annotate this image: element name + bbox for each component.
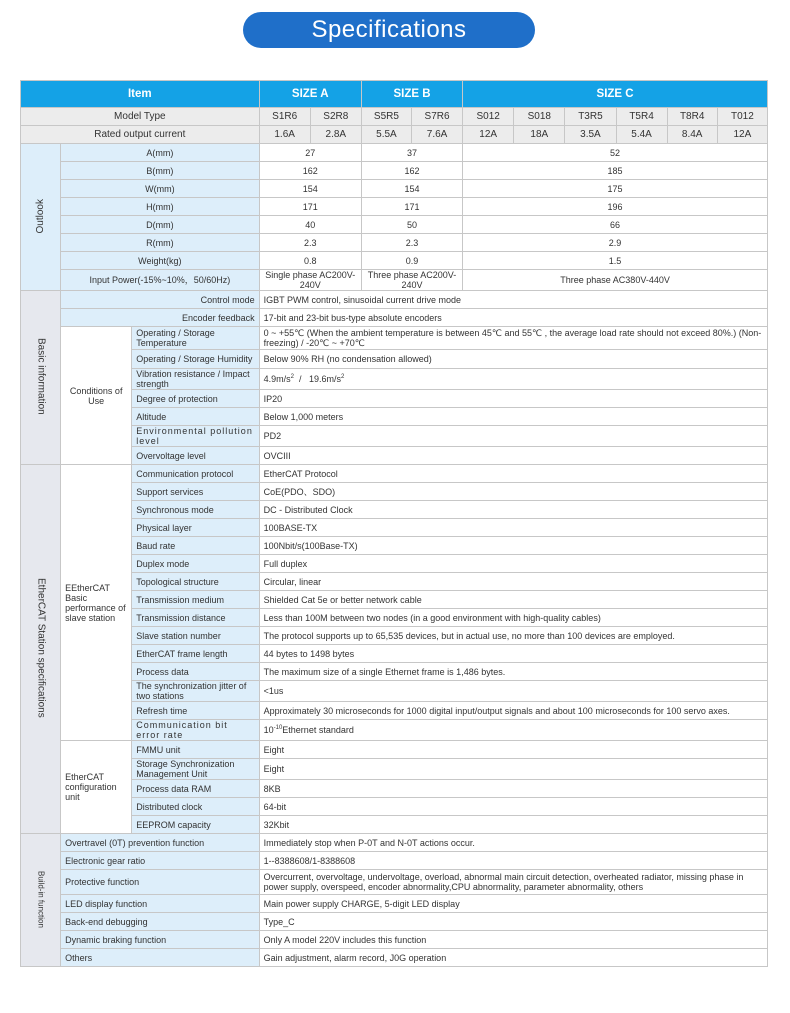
model-cell: T3R5 xyxy=(565,108,616,126)
model-cell: S012 xyxy=(463,108,514,126)
builtin-value: Only A model 220V includes this function xyxy=(259,931,767,949)
ethercat-label: Transmission medium xyxy=(132,591,259,609)
ethercat-value: Shielded Cat 5e or better network cable xyxy=(259,591,767,609)
header-item: Item xyxy=(21,81,260,108)
ethercat-label: Communication bit error rate xyxy=(132,720,259,741)
outlook-b: 154 xyxy=(361,180,462,198)
ethercat-value: Eight xyxy=(259,759,767,780)
ethercat-value: Circular, linear xyxy=(259,573,767,591)
basic-value: 17-bit and 23-bit bus-type absolute encoders xyxy=(259,309,767,327)
builtin-label: Protective function xyxy=(61,870,260,895)
basic-section: Basic information xyxy=(21,291,61,465)
ethercat-row xyxy=(21,816,768,834)
condition-label: Operating / Storage Humidity xyxy=(132,350,259,369)
ethercat-row xyxy=(21,720,768,741)
ethercat-label: Process data xyxy=(132,663,259,681)
outlook-a: 154 xyxy=(259,180,361,198)
current-cell: 18A xyxy=(514,126,565,144)
ethercat-label: The synchronization jitter of two stations xyxy=(132,681,259,702)
outlook-a: 40 xyxy=(259,216,361,234)
ethercat-row xyxy=(21,501,768,519)
outlook-row xyxy=(21,162,768,180)
ethercat-value: 32Kbit xyxy=(259,816,767,834)
ethercat-config-group: EtherCAT configuration unit xyxy=(61,741,132,834)
builtin-label: LED display function xyxy=(61,895,260,913)
basic-row xyxy=(21,309,768,327)
outlook-row xyxy=(21,198,768,216)
ethercat-row xyxy=(21,663,768,681)
builtin-row xyxy=(21,834,768,852)
condition-value: Below 1,000 meters xyxy=(259,408,767,426)
outlook-c: 196 xyxy=(463,198,768,216)
page-title: Specifications xyxy=(243,12,535,48)
outlook-label: D(mm) xyxy=(61,216,260,234)
ethercat-label: EEPROM capacity xyxy=(132,816,259,834)
header-row xyxy=(21,81,768,108)
ethercat-label: Process data RAM xyxy=(132,780,259,798)
current-cell: 12A xyxy=(463,126,514,144)
ethercat-row xyxy=(21,741,768,759)
builtin-section: Build-in function xyxy=(21,834,61,967)
condition-value: 0 ~ +55℃ (When the ambient temperature is between 45℃ and 55℃ , the average load rate should not exceed 80%.) (Non-freezing) / -20℃ ~ +70℃ xyxy=(259,327,767,350)
outlook-c: 185 xyxy=(463,162,768,180)
outlook-b: 37 xyxy=(361,144,462,162)
outlook-b: 0.9 xyxy=(361,252,462,270)
outlook-b: 162 xyxy=(361,162,462,180)
ethercat-value: 8KB xyxy=(259,780,767,798)
outlook-label: Input Power(-15%~10%，50/60Hz) xyxy=(61,270,260,291)
ethercat-row xyxy=(21,573,768,591)
basic-label: Control mode xyxy=(61,291,260,309)
outlook-row xyxy=(21,252,768,270)
outlook-row xyxy=(21,234,768,252)
outlook-a: 2.3 xyxy=(259,234,361,252)
outlook-row xyxy=(21,144,768,162)
model-cell: T8R4 xyxy=(667,108,717,126)
builtin-row xyxy=(21,931,768,949)
ethercat-label: Communication protocol xyxy=(132,465,259,483)
builtin-row xyxy=(21,852,768,870)
ethercat-value: 100Nbit/s(100Base-TX) xyxy=(259,537,767,555)
condition-value: Below 90% RH (no condensation allowed) xyxy=(259,350,767,369)
model-type-label: Model Type xyxy=(21,108,260,126)
ethercat-row xyxy=(21,483,768,501)
basic-value: IGBT PWM control, sinusoidal current drive mode xyxy=(259,291,767,309)
ethercat-label: Support services xyxy=(132,483,259,501)
builtin-value: Gain adjustment, alarm record, J0G operation xyxy=(259,949,767,967)
ethercat-value: The maximum size of a single Ethernet frame is 1,486 bytes. xyxy=(259,663,767,681)
ethercat-row xyxy=(21,627,768,645)
outlook-c: Three phase AC380V-440V xyxy=(463,270,768,291)
model-cell: S5R5 xyxy=(361,108,411,126)
ethercat-value: Less than 100M between two nodes (in a good environment with high-quality cables) xyxy=(259,609,767,627)
basic-row xyxy=(21,327,768,350)
builtin-value: 1--8388608/1-8388608 xyxy=(259,852,767,870)
outlook-a: 171 xyxy=(259,198,361,216)
builtin-label: Others xyxy=(61,949,260,967)
current-cell: 2.8A xyxy=(310,126,361,144)
condition-label: Overvoltage level xyxy=(132,447,259,465)
outlook-b: 50 xyxy=(361,216,462,234)
outlook-a: Single phase AC200V-240V xyxy=(259,270,361,291)
condition-value: $4.9m/s^2 / 19.6m/s^2$ xyxy=(259,369,767,390)
ethercat-value: 100BASE-TX xyxy=(259,519,767,537)
ethercat-row xyxy=(21,537,768,555)
outlook-a: 27 xyxy=(259,144,361,162)
model-cell: S2R8 xyxy=(310,108,361,126)
builtin-row xyxy=(21,895,768,913)
builtin-value: Main power supply CHARGE, 5-digit LED display xyxy=(259,895,767,913)
ethercat-basic-group: EEtherCAT Basic performance of slave station xyxy=(61,465,132,741)
basic-row xyxy=(21,408,768,426)
condition-label: Environmental pollution level xyxy=(132,426,259,447)
model-cell: T012 xyxy=(717,108,767,126)
condition-label: Degree of protection xyxy=(132,390,259,408)
outlook-label: R(mm) xyxy=(61,234,260,252)
ethercat-label: Physical layer xyxy=(132,519,259,537)
builtin-value: Type_C xyxy=(259,913,767,931)
outlook-label: A(mm) xyxy=(61,144,260,162)
outlook-row xyxy=(21,216,768,234)
ethercat-value: The protocol supports up to 65,535 devices, but in actual use, no more than 100 devices are employed. xyxy=(259,627,767,645)
outlook-label: H(mm) xyxy=(61,198,260,216)
ethercat-row xyxy=(21,555,768,573)
current-cell: 5.5A xyxy=(361,126,411,144)
outlook-b: 171 xyxy=(361,198,462,216)
ethercat-label: Baud rate xyxy=(132,537,259,555)
ethercat-row xyxy=(21,609,768,627)
builtin-label: Overtravel (0T) prevention function xyxy=(61,834,260,852)
current-cell: 3.5A xyxy=(565,126,616,144)
outlook-row xyxy=(21,180,768,198)
basic-row xyxy=(21,447,768,465)
ethercat-label: Storage Synchronization Management Unit xyxy=(132,759,259,780)
builtin-label: Back-end debugging xyxy=(61,913,260,931)
ethercat-value: EtherCAT Protocol xyxy=(259,465,767,483)
ethercat-value: 64-bit xyxy=(259,798,767,816)
builtin-value: Overcurrent, overvoltage, undervoltage, overload, abnormal main circuit detection, overheated radiator, missing phase in power supply, overspeed, encoder abnormality,CPU abnormality, parameter abnormality, others xyxy=(259,870,767,895)
current-cell: 7.6A xyxy=(412,126,463,144)
builtin-label: Electronic gear ratio xyxy=(61,852,260,870)
header-size-c: SIZE C xyxy=(463,81,768,108)
header-size-b: SIZE B xyxy=(361,81,462,108)
ethercat-value: Approximately 30 microseconds for 1000 digital input/output signals and about 100 microseconds for 100 servo axes. xyxy=(259,702,767,720)
ethercat-label: Refresh time xyxy=(132,702,259,720)
model-cell: T5R4 xyxy=(616,108,667,126)
builtin-row xyxy=(21,949,768,967)
ethercat-label: Slave station number xyxy=(132,627,259,645)
current-cell: 1.6A xyxy=(259,126,310,144)
basic-row xyxy=(21,350,768,369)
outlook-c: 66 xyxy=(463,216,768,234)
header-size-a: SIZE A xyxy=(259,81,361,108)
spec-table xyxy=(20,80,768,967)
ethercat-row xyxy=(21,759,768,780)
basic-row xyxy=(21,426,768,447)
condition-label: Vibration resistance / Impact strength xyxy=(132,369,259,390)
model-cell: S018 xyxy=(514,108,565,126)
ethercat-row xyxy=(21,519,768,537)
ethercat-value: 44 bytes to 1498 bytes xyxy=(259,645,767,663)
ethercat-value: Full duplex xyxy=(259,555,767,573)
outlook-row xyxy=(21,270,768,291)
builtin-value: Immediately stop when P-0T and N-0T actions occur. xyxy=(259,834,767,852)
ethercat-value: Eight xyxy=(259,741,767,759)
ethercat-value: $10^{-10}Ethernet$ standard xyxy=(259,720,767,741)
condition-value: PD2 xyxy=(259,426,767,447)
basic-row xyxy=(21,390,768,408)
outlook-section: Outlook xyxy=(21,144,61,291)
model-type-row xyxy=(21,108,768,126)
outlook-c: 2.9 xyxy=(463,234,768,252)
ethercat-label: Topological structure xyxy=(132,573,259,591)
basic-row xyxy=(21,369,768,390)
condition-value: OVCIII xyxy=(259,447,767,465)
ethercat-label: Duplex mode xyxy=(132,555,259,573)
ethercat-row xyxy=(21,681,768,702)
builtin-label: Dynamic braking function xyxy=(61,931,260,949)
current-cell: 5.4A xyxy=(616,126,667,144)
ethercat-value: DC - Distributed Clock xyxy=(259,501,767,519)
rated-current-label: Rated output current xyxy=(21,126,260,144)
ethercat-label: Distributed clock xyxy=(132,798,259,816)
ethercat-value: CoE(PDO、SDO) xyxy=(259,483,767,501)
current-cell: 8.4A xyxy=(667,126,717,144)
ethercat-label: EtherCAT frame length xyxy=(132,645,259,663)
ethercat-section: EtherCAT Station specifications xyxy=(21,465,61,834)
outlook-a: 162 xyxy=(259,162,361,180)
model-cell: S1R6 xyxy=(259,108,310,126)
ethercat-row xyxy=(21,465,768,483)
rated-current-row xyxy=(21,126,768,144)
ethercat-label: FMMU unit xyxy=(132,741,259,759)
builtin-row xyxy=(21,870,768,895)
ethercat-label: Synchronous mode xyxy=(132,501,259,519)
outlook-label: Weight(kg) xyxy=(61,252,260,270)
outlook-label: W(mm) xyxy=(61,180,260,198)
outlook-b: Three phase AC200V-240V xyxy=(361,270,462,291)
outlook-c: 52 xyxy=(463,144,768,162)
outlook-a: 0.8 xyxy=(259,252,361,270)
ethercat-row xyxy=(21,798,768,816)
ethercat-row xyxy=(21,780,768,798)
current-cell: 12A xyxy=(717,126,767,144)
outlook-b: 2.3 xyxy=(361,234,462,252)
basic-row xyxy=(21,291,768,309)
builtin-row xyxy=(21,913,768,931)
conditions-of-use: Conditions of Use xyxy=(61,327,132,465)
model-cell: S7R6 xyxy=(412,108,463,126)
outlook-c: 1.5 xyxy=(463,252,768,270)
outlook-c: 175 xyxy=(463,180,768,198)
ethercat-row xyxy=(21,645,768,663)
basic-label: Encoder feedback xyxy=(61,309,260,327)
condition-label: Altitude xyxy=(132,408,259,426)
ethercat-row xyxy=(21,702,768,720)
outlook-label: B(mm) xyxy=(61,162,260,180)
condition-label: Operating / Storage Temperature xyxy=(132,327,259,350)
ethercat-row xyxy=(21,591,768,609)
ethercat-label: Transmission distance xyxy=(132,609,259,627)
condition-value: IP20 xyxy=(259,390,767,408)
ethercat-value: <1us xyxy=(259,681,767,702)
